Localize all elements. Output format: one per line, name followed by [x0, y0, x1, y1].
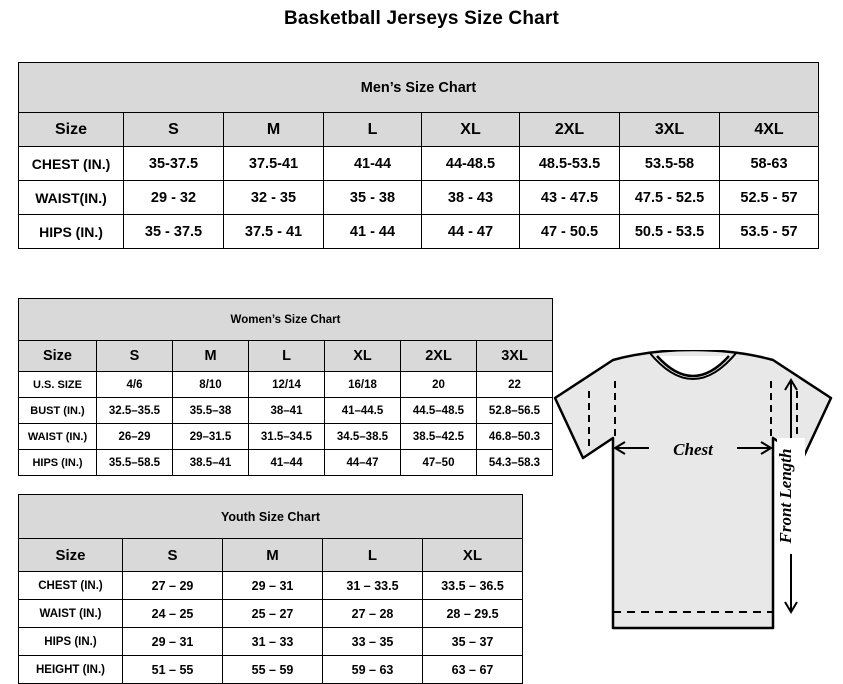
womens-col-3xl: 3XL — [477, 341, 553, 372]
mens-chest-4xl: 58-63 — [720, 147, 819, 181]
mens-chest-m: 37.5-41 — [224, 147, 324, 181]
womens-hips-s: 35.5–58.5 — [97, 450, 173, 476]
mens-col-m: M — [224, 113, 324, 147]
mens-hips-l: 41 - 44 — [324, 215, 422, 249]
womens-ussize-xl: 16/18 — [325, 372, 401, 398]
mens-hips-xl: 44 - 47 — [422, 215, 520, 249]
womens-waist-xl: 34.5–38.5 — [325, 424, 401, 450]
womens-bust-2xl: 44.5–48.5 — [401, 398, 477, 424]
youth-height-xl: 63 – 67 — [423, 656, 523, 684]
mens-col-3xl: 3XL — [620, 113, 720, 147]
mens-chest-2xl: 48.5-53.5 — [520, 147, 620, 181]
womens-ussize-m: 8/10 — [173, 372, 249, 398]
mens-waist-s: 29 - 32 — [124, 181, 224, 215]
womens-row-label-hips: HIPS (IN.) — [19, 450, 97, 476]
youth-hips-l: 33 – 35 — [323, 628, 423, 656]
youth-waist-l: 27 – 28 — [323, 600, 423, 628]
page-title: Basketball Jerseys Size Chart — [283, 8, 560, 29]
youth-chart-header-row — [19, 539, 523, 572]
table-row — [19, 600, 523, 628]
womens-row-label-us-size: U.S. SIZE — [19, 372, 97, 398]
table-row — [19, 572, 523, 600]
womens-row-label-bust: BUST (IN.) — [19, 398, 97, 424]
mens-hips-3xl: 50.5 - 53.5 — [620, 215, 720, 249]
womens-col-l: L — [249, 341, 325, 372]
youth-row-label-height: HEIGHT (IN.) — [19, 656, 123, 684]
mens-col-s: S — [124, 113, 224, 147]
mens-waist-2xl: 43 - 47.5 — [520, 181, 620, 215]
mens-hips-2xl: 47 - 50.5 — [520, 215, 620, 249]
table-row — [19, 656, 523, 684]
womens-chart-heading: Women’s Size Chart — [19, 299, 553, 341]
mens-chest-l: 41-44 — [324, 147, 422, 181]
womens-ussize-s: 4/6 — [97, 372, 173, 398]
womens-bust-m: 35.5–38 — [173, 398, 249, 424]
womens-hips-2xl: 47–50 — [401, 450, 477, 476]
youth-col-l: L — [323, 539, 423, 572]
youth-hips-xl: 35 – 37 — [423, 628, 523, 656]
mens-col-l: L — [324, 113, 422, 147]
youth-chart-heading-row — [19, 495, 523, 539]
womens-hips-m: 38.5–41 — [173, 450, 249, 476]
womens-chart-heading-row — [19, 299, 553, 341]
womens-row-label-waist: WAIST (IN.) — [19, 424, 97, 450]
womens-waist-s: 26–29 — [97, 424, 173, 450]
table-row — [19, 372, 553, 398]
womens-bust-s: 32.5–35.5 — [97, 398, 173, 424]
table-row — [19, 628, 523, 656]
youth-col-xl: XL — [423, 539, 523, 572]
mens-chest-s: 35-37.5 — [124, 147, 224, 181]
womens-bust-xl: 41–44.5 — [325, 398, 401, 424]
womens-col-2xl: 2XL — [401, 341, 477, 372]
youth-height-l: 59 – 63 — [323, 656, 423, 684]
mens-chest-xl: 44-48.5 — [422, 147, 520, 181]
youth-col-m: M — [223, 539, 323, 572]
youth-chest-xl: 33.5 – 36.5 — [423, 572, 523, 600]
mens-row-label-hips: HIPS (IN.) — [19, 215, 124, 249]
womens-col-xl: XL — [325, 341, 401, 372]
chest-label: Chest — [673, 440, 713, 459]
mens-row-label-chest: CHEST (IN.) — [19, 147, 124, 181]
womens-chart-header-row — [19, 341, 553, 372]
womens-col-size: Size — [19, 341, 97, 372]
youth-height-m: 55 – 59 — [223, 656, 323, 684]
youth-chest-s: 27 – 29 — [123, 572, 223, 600]
table-row — [19, 215, 819, 249]
front-length-label: Front Length — [776, 448, 795, 544]
mens-chart-heading: Men’s Size Chart — [19, 63, 819, 113]
youth-row-label-waist: WAIST (IN.) — [19, 600, 123, 628]
womens-hips-xl: 44–47 — [325, 450, 401, 476]
youth-col-s: S — [123, 539, 223, 572]
youth-hips-s: 29 – 31 — [123, 628, 223, 656]
shirt-measurement-diagram — [545, 350, 841, 670]
youth-chest-m: 29 – 31 — [223, 572, 323, 600]
mens-chart-heading-row — [19, 63, 819, 113]
youth-row-label-chest: CHEST (IN.) — [19, 572, 123, 600]
youth-height-s: 51 – 55 — [123, 656, 223, 684]
table-row — [19, 450, 553, 476]
table-row — [19, 424, 553, 450]
womens-waist-m: 29–31.5 — [173, 424, 249, 450]
womens-waist-2xl: 38.5–42.5 — [401, 424, 477, 450]
youth-col-size: Size — [19, 539, 123, 572]
youth-waist-s: 24 – 25 — [123, 600, 223, 628]
mens-waist-3xl: 47.5 - 52.5 — [620, 181, 720, 215]
mens-chest-3xl: 53.5-58 — [620, 147, 720, 181]
youth-waist-xl: 28 – 29.5 — [423, 600, 523, 628]
mens-waist-xl: 38 - 43 — [422, 181, 520, 215]
youth-size-chart-table — [18, 494, 523, 684]
womens-col-m: M — [173, 341, 249, 372]
mens-col-xl: XL — [422, 113, 520, 147]
youth-hips-m: 31 – 33 — [223, 628, 323, 656]
mens-waist-m: 32 - 35 — [224, 181, 324, 215]
mens-col-4xl: 4XL — [720, 113, 819, 147]
youth-row-label-hips: HIPS (IN.) — [19, 628, 123, 656]
mens-size-chart-table — [18, 62, 819, 249]
youth-waist-m: 25 – 27 — [223, 600, 323, 628]
womens-ussize-2xl: 20 — [401, 372, 477, 398]
mens-col-size: Size — [19, 113, 124, 147]
mens-hips-m: 37.5 - 41 — [224, 215, 324, 249]
youth-chest-l: 31 – 33.5 — [323, 572, 423, 600]
mens-hips-4xl: 53.5 - 57 — [720, 215, 819, 249]
womens-col-s: S — [97, 341, 173, 372]
mens-row-label-waist: WAIST(IN.) — [19, 181, 124, 215]
table-row — [19, 398, 553, 424]
table-row — [19, 181, 819, 215]
mens-waist-l: 35 - 38 — [324, 181, 422, 215]
womens-waist-l: 31.5–34.5 — [249, 424, 325, 450]
table-row — [19, 147, 819, 181]
womens-hips-3xl: 54.3–58.3 — [477, 450, 553, 476]
mens-chart-header-row — [19, 113, 819, 147]
womens-size-chart-table — [18, 298, 553, 476]
mens-waist-4xl: 52.5 - 57 — [720, 181, 819, 215]
mens-hips-s: 35 - 37.5 — [124, 215, 224, 249]
womens-bust-l: 38–41 — [249, 398, 325, 424]
womens-hips-l: 41–44 — [249, 450, 325, 476]
womens-bust-3xl: 52.8–56.5 — [477, 398, 553, 424]
mens-col-2xl: 2XL — [520, 113, 620, 147]
youth-chart-heading: Youth Size Chart — [19, 495, 523, 539]
womens-waist-3xl: 46.8–50.3 — [477, 424, 553, 450]
womens-ussize-3xl: 22 — [477, 372, 553, 398]
womens-ussize-l: 12/14 — [249, 372, 325, 398]
